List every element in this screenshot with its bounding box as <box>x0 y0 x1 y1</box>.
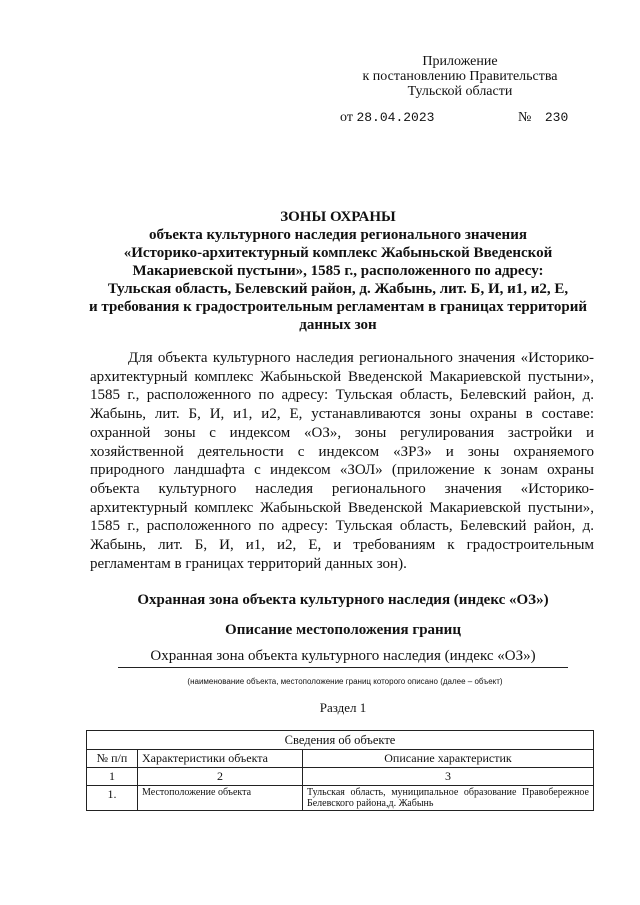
appendix-line-3: Тульской области <box>407 84 513 99</box>
order-number-value: 230 <box>544 110 569 125</box>
appendix-line-1: Приложение <box>422 54 498 69</box>
title-line-4: Макариевской пустыни», 1585 г., расположенного по адресу: <box>132 263 544 279</box>
title-line-5: Тульская область, Белевский район, д. Жабынь, лит. Б, И, и1, и2, Е, <box>107 281 569 297</box>
title-line-2: объекта культурного наследия регионального значения <box>149 227 527 243</box>
object-name: Охранная зона объекта культурного наследия (индекс «ОЗ») <box>118 648 568 668</box>
order-date-value: 28.04.2023 <box>356 110 435 125</box>
title-line-1: ЗОНЫ ОХРАНЫ <box>280 209 396 225</box>
body-text <box>90 349 594 573</box>
col-number-header: № п/п <box>87 750 138 768</box>
appendix-line-2: к постановлению Правительства <box>362 69 558 84</box>
order-date <box>340 110 434 126</box>
description-heading: Описание местоположения границ <box>225 622 461 638</box>
table-num-row <box>87 768 594 786</box>
table-title-row <box>87 731 594 750</box>
row-characteristic: Местоположение объекта <box>138 786 303 811</box>
num-cell: 1 <box>87 768 138 786</box>
zone-heading: Охранная зона объекта культурного наследия (индекс «ОЗ») <box>137 592 549 608</box>
title-line-6: и требования к градостроительным регламентам в границах территорий <box>89 299 587 315</box>
table-row <box>87 786 594 811</box>
col-description-header: Описание характеристик <box>303 750 594 768</box>
row-number: 1. <box>87 786 138 811</box>
table-title: Сведения об объекте <box>87 731 594 750</box>
section-label: Раздел 1 <box>319 700 367 715</box>
title-line-3: «Историко-архитектурный комплекс Жабыньской Введенской <box>123 245 553 261</box>
document-title <box>78 208 598 334</box>
num-cell: 2 <box>138 768 303 786</box>
title-line-7: данных зон <box>299 317 377 333</box>
order-date-prefix: от <box>340 110 353 125</box>
object-info-table <box>86 730 594 811</box>
appendix-header <box>340 54 580 99</box>
body-paragraph: Для объекта культурного наследия регионального значения «Историко-архитектурный комплекс Жабыньской Введенской Макариевской пустыни», 1585 г., расположенного по адресу: Тульская область, Белевский район, д. Жабынь, лит. Б, И, и1, и2, Е, устанавливаются зоны охраны в составе: охранной зоны с индексом «ОЗ», зоны регулирования застройки и хозяйственной деятельности с индексом «ЗРЗ» и зоны охраняемого природного ландшафта с индексом «ЗОЛ» (приложение к зонам охраны объекта культурного наследия регионального значения «Историко-архитектурный комплекс Жабыньской Введенской Макариевской пустыни», 1585 г., расположенного по адресу: Тульская область, Белевский район, д. Жабынь, лит. Б, И, и1, и2, Е, и требованиям к градостроительным регламентам в границах территорий данных зон). <box>90 350 594 572</box>
order-number <box>518 110 568 126</box>
num-cell: 3 <box>303 768 594 786</box>
object-caption: (наименование объекта, местоположение границ которого описано (далее – объект) <box>187 677 503 686</box>
table-header-row <box>87 750 594 768</box>
order-number-label: № <box>518 110 532 125</box>
col-characteristic-header: Характеристики объекта <box>138 750 303 768</box>
row-description: Тульская область, муниципальное образование Правобережное Белевского района,д. Жабынь <box>303 786 594 811</box>
